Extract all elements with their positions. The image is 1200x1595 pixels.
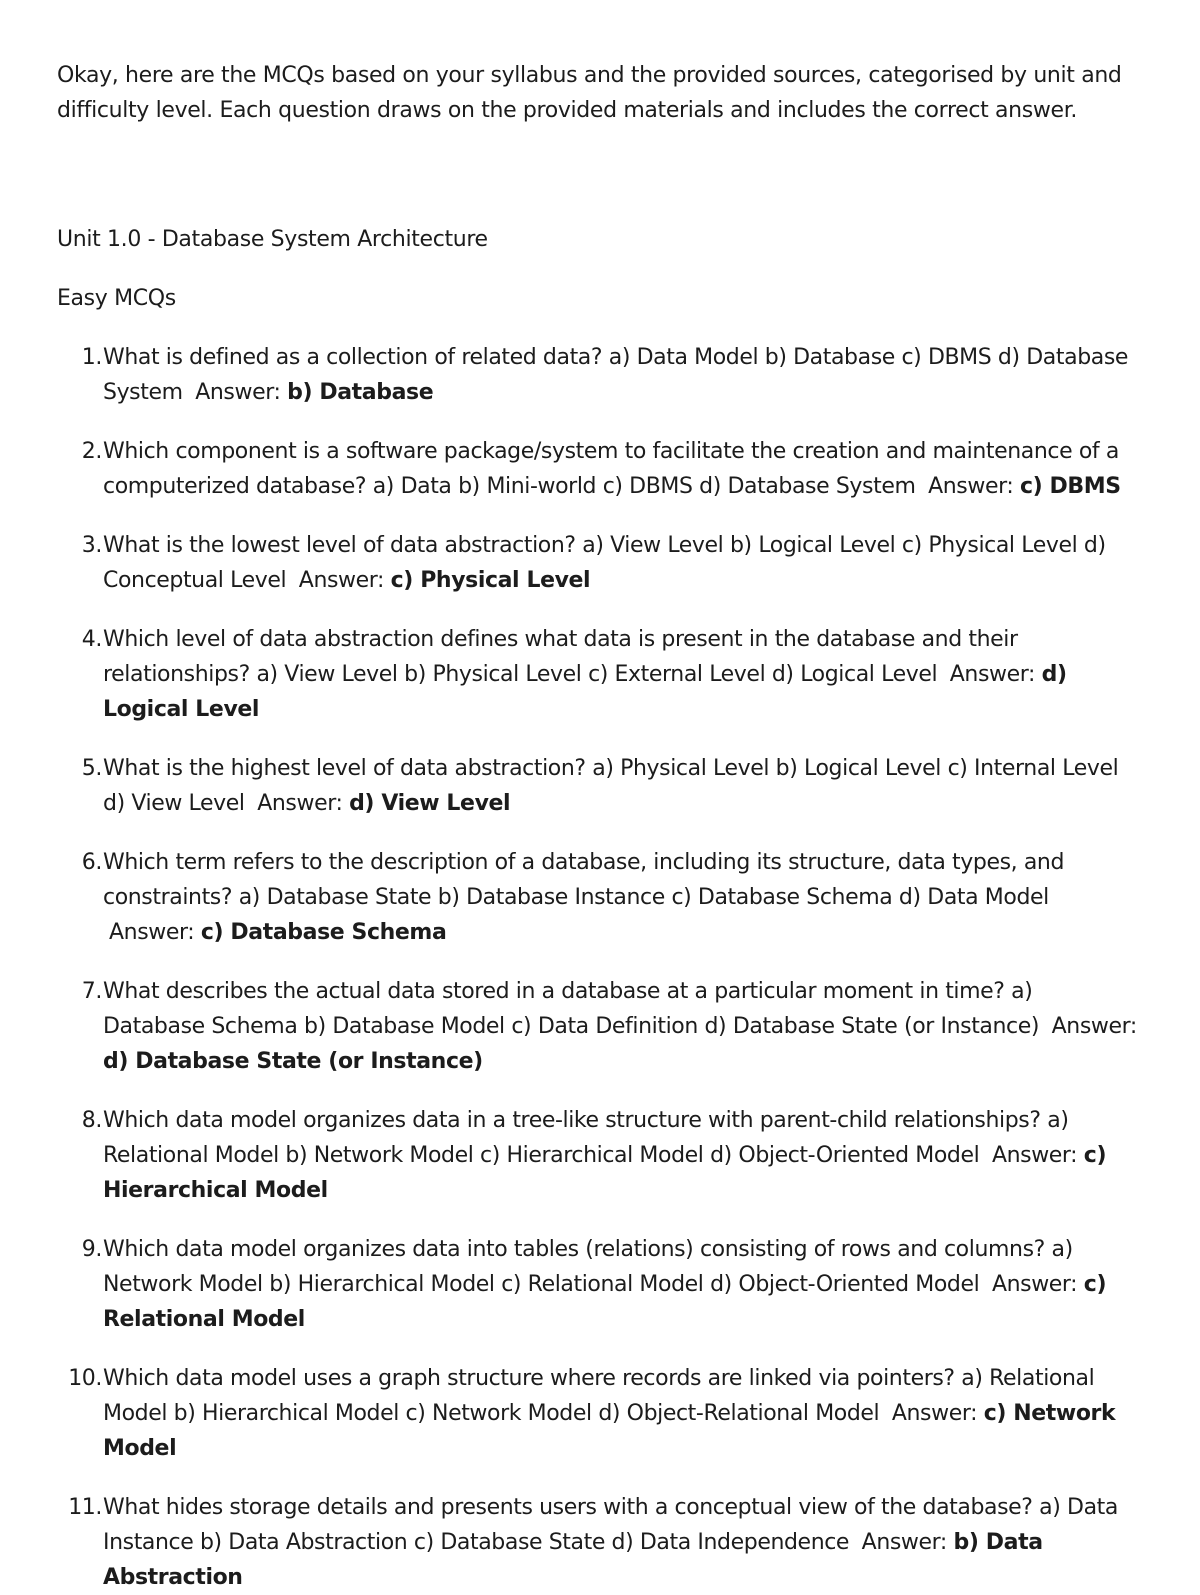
mcq-number: 8. <box>81 1108 102 1133</box>
mcq-list <box>57 340 1140 1595</box>
mcq-item <box>57 622 1140 727</box>
mcq-question-text: What is the lowest level of data abstraction? a) View Level b) Logical Level c) Physical Level d) Conceptual Level <box>103 533 1106 593</box>
mcq-body <box>103 974 1140 1079</box>
unit-heading: Unit 1.0 - Database System Architecture <box>57 227 488 252</box>
mcq-question-text: What describes the actual data stored in a database at a particular moment in time? a) Database Schema b) Database Model c) Data Definition d) Database State (or Instance) <box>103 979 1040 1039</box>
mcq-body <box>103 845 1140 950</box>
mcq-body <box>103 528 1140 598</box>
mcq-answer-value: d) Logical Level <box>103 662 1067 722</box>
mcq-question-text: Which term refers to the description of a database, including its structure, data types, and constraints? a) Database State b) Database Instance c) Database Schema d) Data Model <box>103 850 1065 910</box>
mcq-number: 2. <box>81 439 102 464</box>
mcq-answer-label: Answer: <box>991 1272 1078 1297</box>
mcq-number: 5. <box>81 756 102 781</box>
mcq-body <box>103 1232 1140 1337</box>
mcq-answer-label: Answer: <box>195 380 281 405</box>
mcq-number: 7. <box>81 979 102 1004</box>
mcq-question-text: Which data model uses a graph structure where records are linked via pointers? a) Relational Model b) Hierarchical Model c) Network Model d) Object-Relational Model <box>103 1366 1095 1426</box>
mcq-question-text: What is the highest level of data abstraction? a) Physical Level b) Logical Level c) Internal Level d) View Level <box>103 756 1119 816</box>
mcq-answer-label: Answer: <box>891 1401 978 1426</box>
mcq-question-text: What is defined as a collection of related data? a) Data Model b) Database c) DBMS d) Database System <box>103 345 1129 405</box>
mcq-body <box>103 751 1140 821</box>
mcq-answer-value: c) Physical Level <box>390 568 591 593</box>
mcq-answer-label: Answer: <box>991 1143 1078 1168</box>
mcq-item <box>57 1490 1140 1595</box>
mcq-number: 11. <box>68 1495 102 1520</box>
mcq-body <box>103 1490 1140 1595</box>
mcq-answer-value: d) Database State (or Instance) <box>103 1049 483 1074</box>
mcq-number: 3. <box>81 533 102 558</box>
mcq-number: 4. <box>81 627 102 652</box>
mcq-question-text: Which data model organizes data into tables (relations) consisting of rows and columns? a) Network Model b) Hierarchical Model c) Relational Model d) Object-Oriented Model <box>103 1237 1073 1297</box>
mcq-answer-value: c) DBMS <box>1019 474 1121 499</box>
mcq-number: 10. <box>68 1366 102 1391</box>
mcq-answer-value: b) Database <box>287 380 434 405</box>
mcq-answer-label: Answer: <box>298 568 385 593</box>
mcq-body <box>103 340 1140 410</box>
mcq-answer-label: Answer: <box>949 662 1036 687</box>
mcq-number: 1. <box>81 345 102 370</box>
mcq-answer-label: Answer: <box>928 474 1014 499</box>
mcq-question-text: Which level of data abstraction defines what data is present in the database and their relationships? a) View Level b) Physical Level c) External Level d) Logical Level <box>103 627 1018 687</box>
mcq-item <box>57 1103 1140 1208</box>
mcq-item <box>57 1232 1140 1337</box>
intro-paragraph: Okay, here are the MCQs based on your syllabus and the provided sources, categorised by unit and difficulty level. Each question draws on the provided materials and includes the correct answer. <box>57 63 1122 123</box>
mcq-question-text: What hides storage details and presents users with a conceptual view of the database? a) Data Instance b) Data Abstraction c) Database State d) Data Independence <box>103 1495 1118 1555</box>
mcq-answer-label: Answer: <box>861 1530 947 1555</box>
mcq-body <box>103 434 1140 504</box>
mcq-item <box>57 340 1140 410</box>
mcq-body <box>103 1103 1140 1208</box>
mcq-question-text: Which component is a software package/system to facilitate the creation and maintenance of a computerized database? a) Data b) Mini-world c) DBMS d) Database System <box>103 439 1119 499</box>
mcq-answer-value: b) Data Abstraction <box>103 1530 1043 1590</box>
mcq-number: 6. <box>81 850 102 875</box>
mcq-answer-label: Answer: <box>1051 1014 1137 1039</box>
mcq-item <box>57 751 1140 821</box>
mcq-answer-value: c) Network Model <box>103 1401 1116 1461</box>
section-heading: Easy MCQs <box>57 286 176 311</box>
mcq-answer-label: Answer: <box>257 791 343 816</box>
mcq-item <box>57 974 1140 1079</box>
mcq-question-text: Which data model organizes data in a tree-like structure with parent-child relationships? a) Relational Model b) Network Model c) Hierarchical Model d) Object-Oriented Model <box>103 1108 1069 1168</box>
mcq-answer-value: c) Relational Model <box>103 1272 1107 1332</box>
mcq-item <box>57 528 1140 598</box>
mcq-item <box>57 845 1140 950</box>
mcq-answer-label: Answer: <box>109 920 195 945</box>
mcq-item <box>57 434 1140 504</box>
mcq-answer-value: c) Database Schema <box>200 920 447 945</box>
mcq-number: 9. <box>81 1237 102 1262</box>
mcq-body <box>103 622 1140 727</box>
mcq-answer-value: d) View Level <box>349 791 511 816</box>
mcq-item <box>57 1361 1140 1466</box>
mcq-answer-value: c) Hierarchical Model <box>103 1143 1107 1203</box>
mcq-body <box>103 1361 1140 1466</box>
